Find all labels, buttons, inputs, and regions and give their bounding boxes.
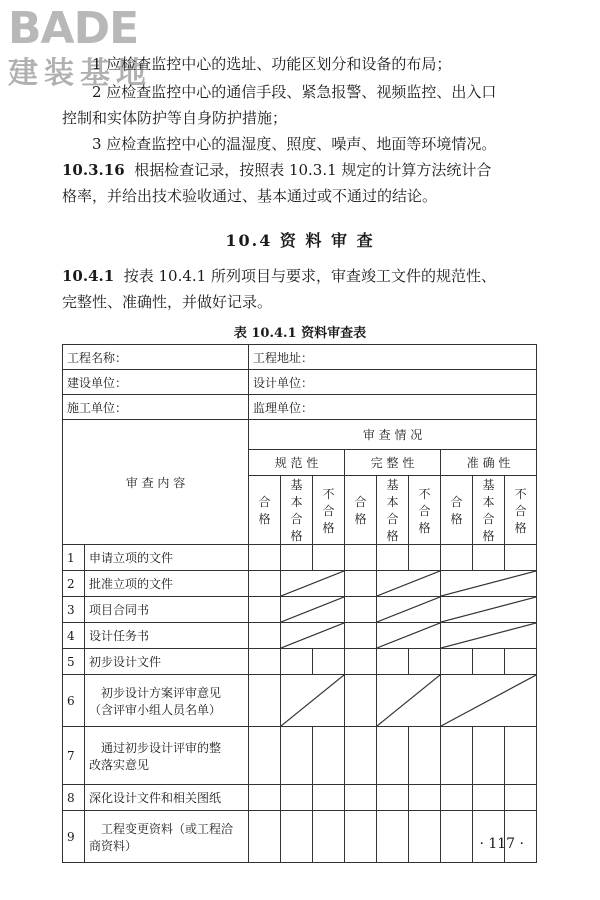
sub-pass: 合格 xyxy=(441,476,473,545)
struck-cell xyxy=(377,623,441,649)
check-cell[interactable] xyxy=(409,649,441,675)
logo-brand: BADE xyxy=(8,3,139,54)
logo-subtitle: 建装基地 xyxy=(8,56,152,91)
row-content: 设计任务书 xyxy=(85,623,249,649)
check-cell[interactable] xyxy=(249,675,281,727)
check-cell[interactable] xyxy=(441,811,473,863)
row-content: 批准立项的文件 xyxy=(85,571,249,597)
sub-basic: 基本 合格 xyxy=(473,476,505,545)
row-number: 2 xyxy=(63,571,85,597)
check-cell[interactable] xyxy=(345,597,377,623)
struck-cell xyxy=(377,571,441,597)
check-cell[interactable] xyxy=(505,545,537,571)
clause-10-3-16-line-2: 格率，并给出技术验收通过、基本通过或不通过的结论。 xyxy=(62,187,438,205)
sub-basic: 基本 合格 xyxy=(281,476,313,545)
check-cell[interactable] xyxy=(441,545,473,571)
check-cell[interactable] xyxy=(441,785,473,811)
check-cell[interactable] xyxy=(377,649,409,675)
sub-fail: 不 合格 xyxy=(313,476,345,545)
clause-10-4-1 xyxy=(62,266,496,286)
check-cell[interactable] xyxy=(473,649,505,675)
check-cell[interactable] xyxy=(345,727,377,785)
table-row xyxy=(63,675,537,727)
struck-cell xyxy=(281,597,345,623)
item-1: 1 应检查监控中心的选址、功能区划分和设备的布局； xyxy=(92,55,452,73)
check-cell[interactable] xyxy=(505,649,537,675)
sub-pass: 合格 xyxy=(249,476,281,545)
group-accuracy: 准 确 性 xyxy=(441,450,537,476)
check-cell[interactable] xyxy=(249,727,281,785)
clause-10-4-1-number: 10.4.1 xyxy=(62,267,115,285)
struck-cell xyxy=(441,675,537,727)
table-row xyxy=(63,785,537,811)
check-cell[interactable] xyxy=(473,545,505,571)
check-cell[interactable] xyxy=(249,649,281,675)
row-number: 4 xyxy=(63,623,85,649)
sub-basic: 基本 合格 xyxy=(377,476,409,545)
row-number: 9 xyxy=(63,811,85,863)
struck-cell xyxy=(281,571,345,597)
check-cell[interactable] xyxy=(409,545,441,571)
check-cell[interactable] xyxy=(505,727,537,785)
row-content: 通过初步设计评审的整 改落实意见 xyxy=(85,727,249,785)
group-completeness: 完 整 性 xyxy=(345,450,441,476)
audit-table xyxy=(62,344,537,863)
row-content: 工程变更资料（或工程洽 商资料） xyxy=(85,811,249,863)
table-row xyxy=(63,545,537,571)
check-cell[interactable] xyxy=(313,727,345,785)
check-cell[interactable] xyxy=(345,623,377,649)
clause-10-4-1-text: 按表 10.4.1 所列项目与要求，审查竣工文件的规范性、 xyxy=(123,267,496,285)
check-cell[interactable] xyxy=(249,785,281,811)
check-cell[interactable] xyxy=(345,785,377,811)
row-content: 初步设计文件 xyxy=(85,649,249,675)
sub-pass: 合格 xyxy=(345,476,377,545)
clause-10-3-16-text: 根据检查记录，按照表 10.3.1 规定的计算方法统计合 xyxy=(134,161,492,179)
check-cell[interactable] xyxy=(345,675,377,727)
row-content: 项目合同书 xyxy=(85,597,249,623)
check-cell[interactable] xyxy=(281,811,313,863)
table-header-row xyxy=(63,395,537,420)
check-cell[interactable] xyxy=(441,727,473,785)
row-number: 8 xyxy=(63,785,85,811)
group-normative: 规 范 性 xyxy=(249,450,345,476)
status-header-row xyxy=(63,420,537,450)
row-number: 5 xyxy=(63,649,85,675)
project-address-cell: 工程地址： xyxy=(249,345,537,370)
check-cell[interactable] xyxy=(377,785,409,811)
table-row xyxy=(63,649,537,675)
check-cell[interactable] xyxy=(281,727,313,785)
supervision-unit-cell: 监理单位： xyxy=(249,395,537,420)
clause-10-4-1-line-2: 完整性、准确性，并做好记录。 xyxy=(62,293,273,311)
check-cell[interactable] xyxy=(345,811,377,863)
table-caption: 表 10.4.1 资料审查表 xyxy=(233,326,367,341)
page-number: · 117 · xyxy=(479,836,524,852)
table-row xyxy=(63,727,537,785)
struck-cell xyxy=(377,675,441,727)
design-unit-cell: 设计单位： xyxy=(249,370,537,395)
row-content: 深化设计文件和相关图纸 xyxy=(85,785,249,811)
check-cell[interactable] xyxy=(473,727,505,785)
item-2-line-1: 2 应检查监控中心的通信手段、紧急报警、视频监控、出入口 xyxy=(92,83,497,101)
check-cell[interactable] xyxy=(377,727,409,785)
table-row xyxy=(63,811,537,863)
item-2-line-2: 控制和实体防护等自身防护措施； xyxy=(62,109,288,127)
check-cell[interactable] xyxy=(409,785,441,811)
row-number: 6 xyxy=(63,675,85,727)
section-title: 10.4 资 料 审 查 xyxy=(225,231,375,250)
row-number: 3 xyxy=(63,597,85,623)
check-cell[interactable] xyxy=(281,649,313,675)
check-cell[interactable] xyxy=(377,811,409,863)
row-number: 1 xyxy=(63,545,85,571)
check-cell[interactable] xyxy=(281,785,313,811)
struck-cell xyxy=(441,571,537,597)
check-cell[interactable] xyxy=(441,649,473,675)
project-name-cell: 工程名称： xyxy=(63,345,249,370)
clause-10-3-16 xyxy=(62,160,491,180)
check-cell[interactable] xyxy=(249,811,281,863)
check-cell[interactable] xyxy=(313,811,345,863)
item-3: 3 应检查监控中心的温湿度、照度、噪声、地面等环境情况。 xyxy=(92,135,497,153)
check-cell[interactable] xyxy=(249,545,281,571)
struck-cell xyxy=(441,623,537,649)
construction-unit-cell: 建设单位： xyxy=(63,370,249,395)
table-row xyxy=(63,623,537,649)
table-row xyxy=(63,571,537,597)
check-cell[interactable] xyxy=(345,649,377,675)
check-cell[interactable] xyxy=(313,545,345,571)
table-header-row xyxy=(63,345,537,370)
status-header-cell: 审 查 情 况 xyxy=(249,420,537,450)
check-cell[interactable] xyxy=(377,545,409,571)
check-cell[interactable] xyxy=(313,785,345,811)
struck-cell xyxy=(377,597,441,623)
check-cell[interactable] xyxy=(249,597,281,623)
content-header-cell: 审 查 内 容 xyxy=(63,420,249,545)
builder-unit-cell: 施工单位： xyxy=(63,395,249,420)
sub-fail: 不 合格 xyxy=(505,476,537,545)
check-cell[interactable] xyxy=(473,785,505,811)
table-row xyxy=(63,597,537,623)
row-content: 初步设计方案评审意见 （含评审小组人员名单） xyxy=(85,675,249,727)
check-cell[interactable] xyxy=(249,623,281,649)
check-cell[interactable] xyxy=(249,571,281,597)
row-content: 申请立项的文件 xyxy=(85,545,249,571)
struck-cell xyxy=(441,597,537,623)
clause-10-3-16-number: 10.3.16 xyxy=(62,161,125,179)
check-cell[interactable] xyxy=(281,545,313,571)
struck-cell xyxy=(281,675,345,727)
check-cell[interactable] xyxy=(313,649,345,675)
check-cell[interactable] xyxy=(505,785,537,811)
check-cell[interactable] xyxy=(345,545,377,571)
check-cell[interactable] xyxy=(409,811,441,863)
row-number: 7 xyxy=(63,727,85,785)
struck-cell xyxy=(281,623,345,649)
table-header-row xyxy=(63,370,537,395)
check-cell[interactable] xyxy=(345,571,377,597)
sub-fail: 不 合格 xyxy=(409,476,441,545)
check-cell[interactable] xyxy=(409,727,441,785)
